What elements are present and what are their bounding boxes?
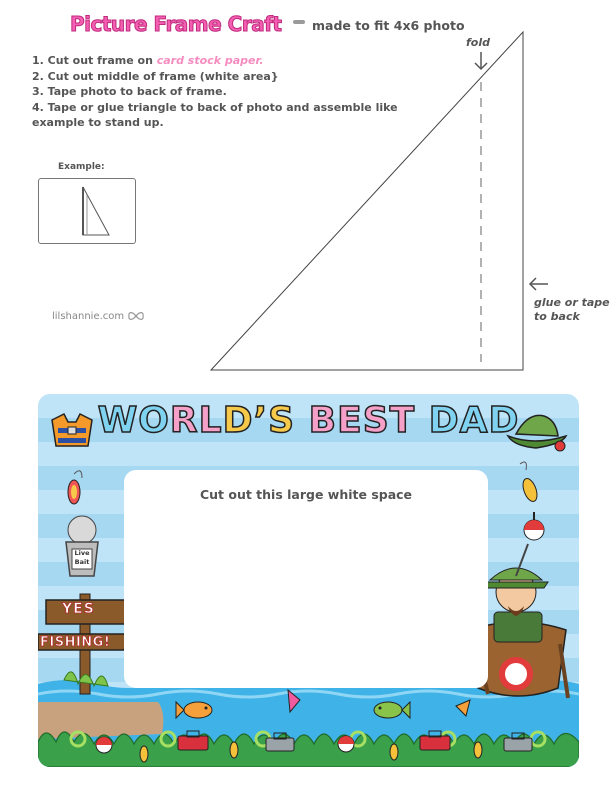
heading-letter: D xyxy=(222,400,254,441)
bobber-icon xyxy=(338,736,354,752)
card-stock-highlight: card stock paper. xyxy=(156,54,264,67)
glue-label-line-1: glue or tape xyxy=(534,296,610,309)
heading-letter: T xyxy=(389,400,416,441)
fold-label: fold xyxy=(466,36,490,49)
heading-letter: B xyxy=(308,400,338,441)
cutout-label: Cut out this large white space xyxy=(199,487,413,502)
heading-letter: O xyxy=(138,400,170,441)
shore xyxy=(38,702,163,739)
worlds-best-dad-heading xyxy=(38,400,579,441)
bobber-icon xyxy=(524,512,544,540)
heading-letter: ’ xyxy=(253,400,269,441)
lure-icon xyxy=(474,742,482,758)
lure-icon xyxy=(68,471,82,504)
bait-label-line-2: Bait xyxy=(74,558,90,566)
heading-letter xyxy=(415,400,429,441)
bait-label-line-1: Live xyxy=(74,549,90,557)
heading-letter xyxy=(295,400,309,441)
photo-cutout-area xyxy=(124,470,488,688)
glue-label-line-2: to back xyxy=(534,310,580,323)
page-subtitle: made to fit 4x6 photo xyxy=(312,18,465,33)
lure-icon xyxy=(390,744,398,760)
heading-letter: L xyxy=(198,400,223,441)
site-credit-text: lilshannie.com xyxy=(52,311,125,322)
bobber-icon xyxy=(96,737,112,753)
heading-letter: W xyxy=(97,400,139,441)
glue-arrow-icon xyxy=(530,278,548,290)
lure-icon xyxy=(520,462,540,503)
lure-icon xyxy=(140,746,148,762)
example-label: Example: xyxy=(58,162,105,172)
sign-fishing-text: FISHING! xyxy=(40,635,111,650)
heading-letter: S xyxy=(268,400,296,441)
instruction-step-4: 4. Tape or glue triangle to back of photo and assemble like example to stand up. xyxy=(32,100,398,129)
instruction-step-2: 2. Cut out middle of frame (white area} xyxy=(32,69,279,83)
fold-arrow-icon xyxy=(475,52,487,69)
page-title: Picture Frame Craft xyxy=(70,12,282,36)
triangle-outline xyxy=(211,32,523,370)
glue-label xyxy=(534,296,610,324)
bait-bucket-icon xyxy=(66,516,98,576)
bait-label xyxy=(72,549,92,567)
heading-letter: D xyxy=(488,400,520,441)
triangle-stand-template xyxy=(0,0,612,380)
heading-letter: D xyxy=(428,400,460,441)
sign-yes-text: YES xyxy=(62,601,95,617)
instruction-step-1-text: 1. Cut out frame on xyxy=(32,54,157,67)
heading-letter: A xyxy=(459,400,489,441)
instruction-step-3: 3. Tape photo to back of frame. xyxy=(32,85,227,98)
heading-letter: R xyxy=(169,400,199,441)
heading-letter: S xyxy=(362,400,390,441)
picture-frame xyxy=(38,394,579,767)
lure-icon xyxy=(230,742,238,758)
heading-letter: E xyxy=(337,400,363,441)
